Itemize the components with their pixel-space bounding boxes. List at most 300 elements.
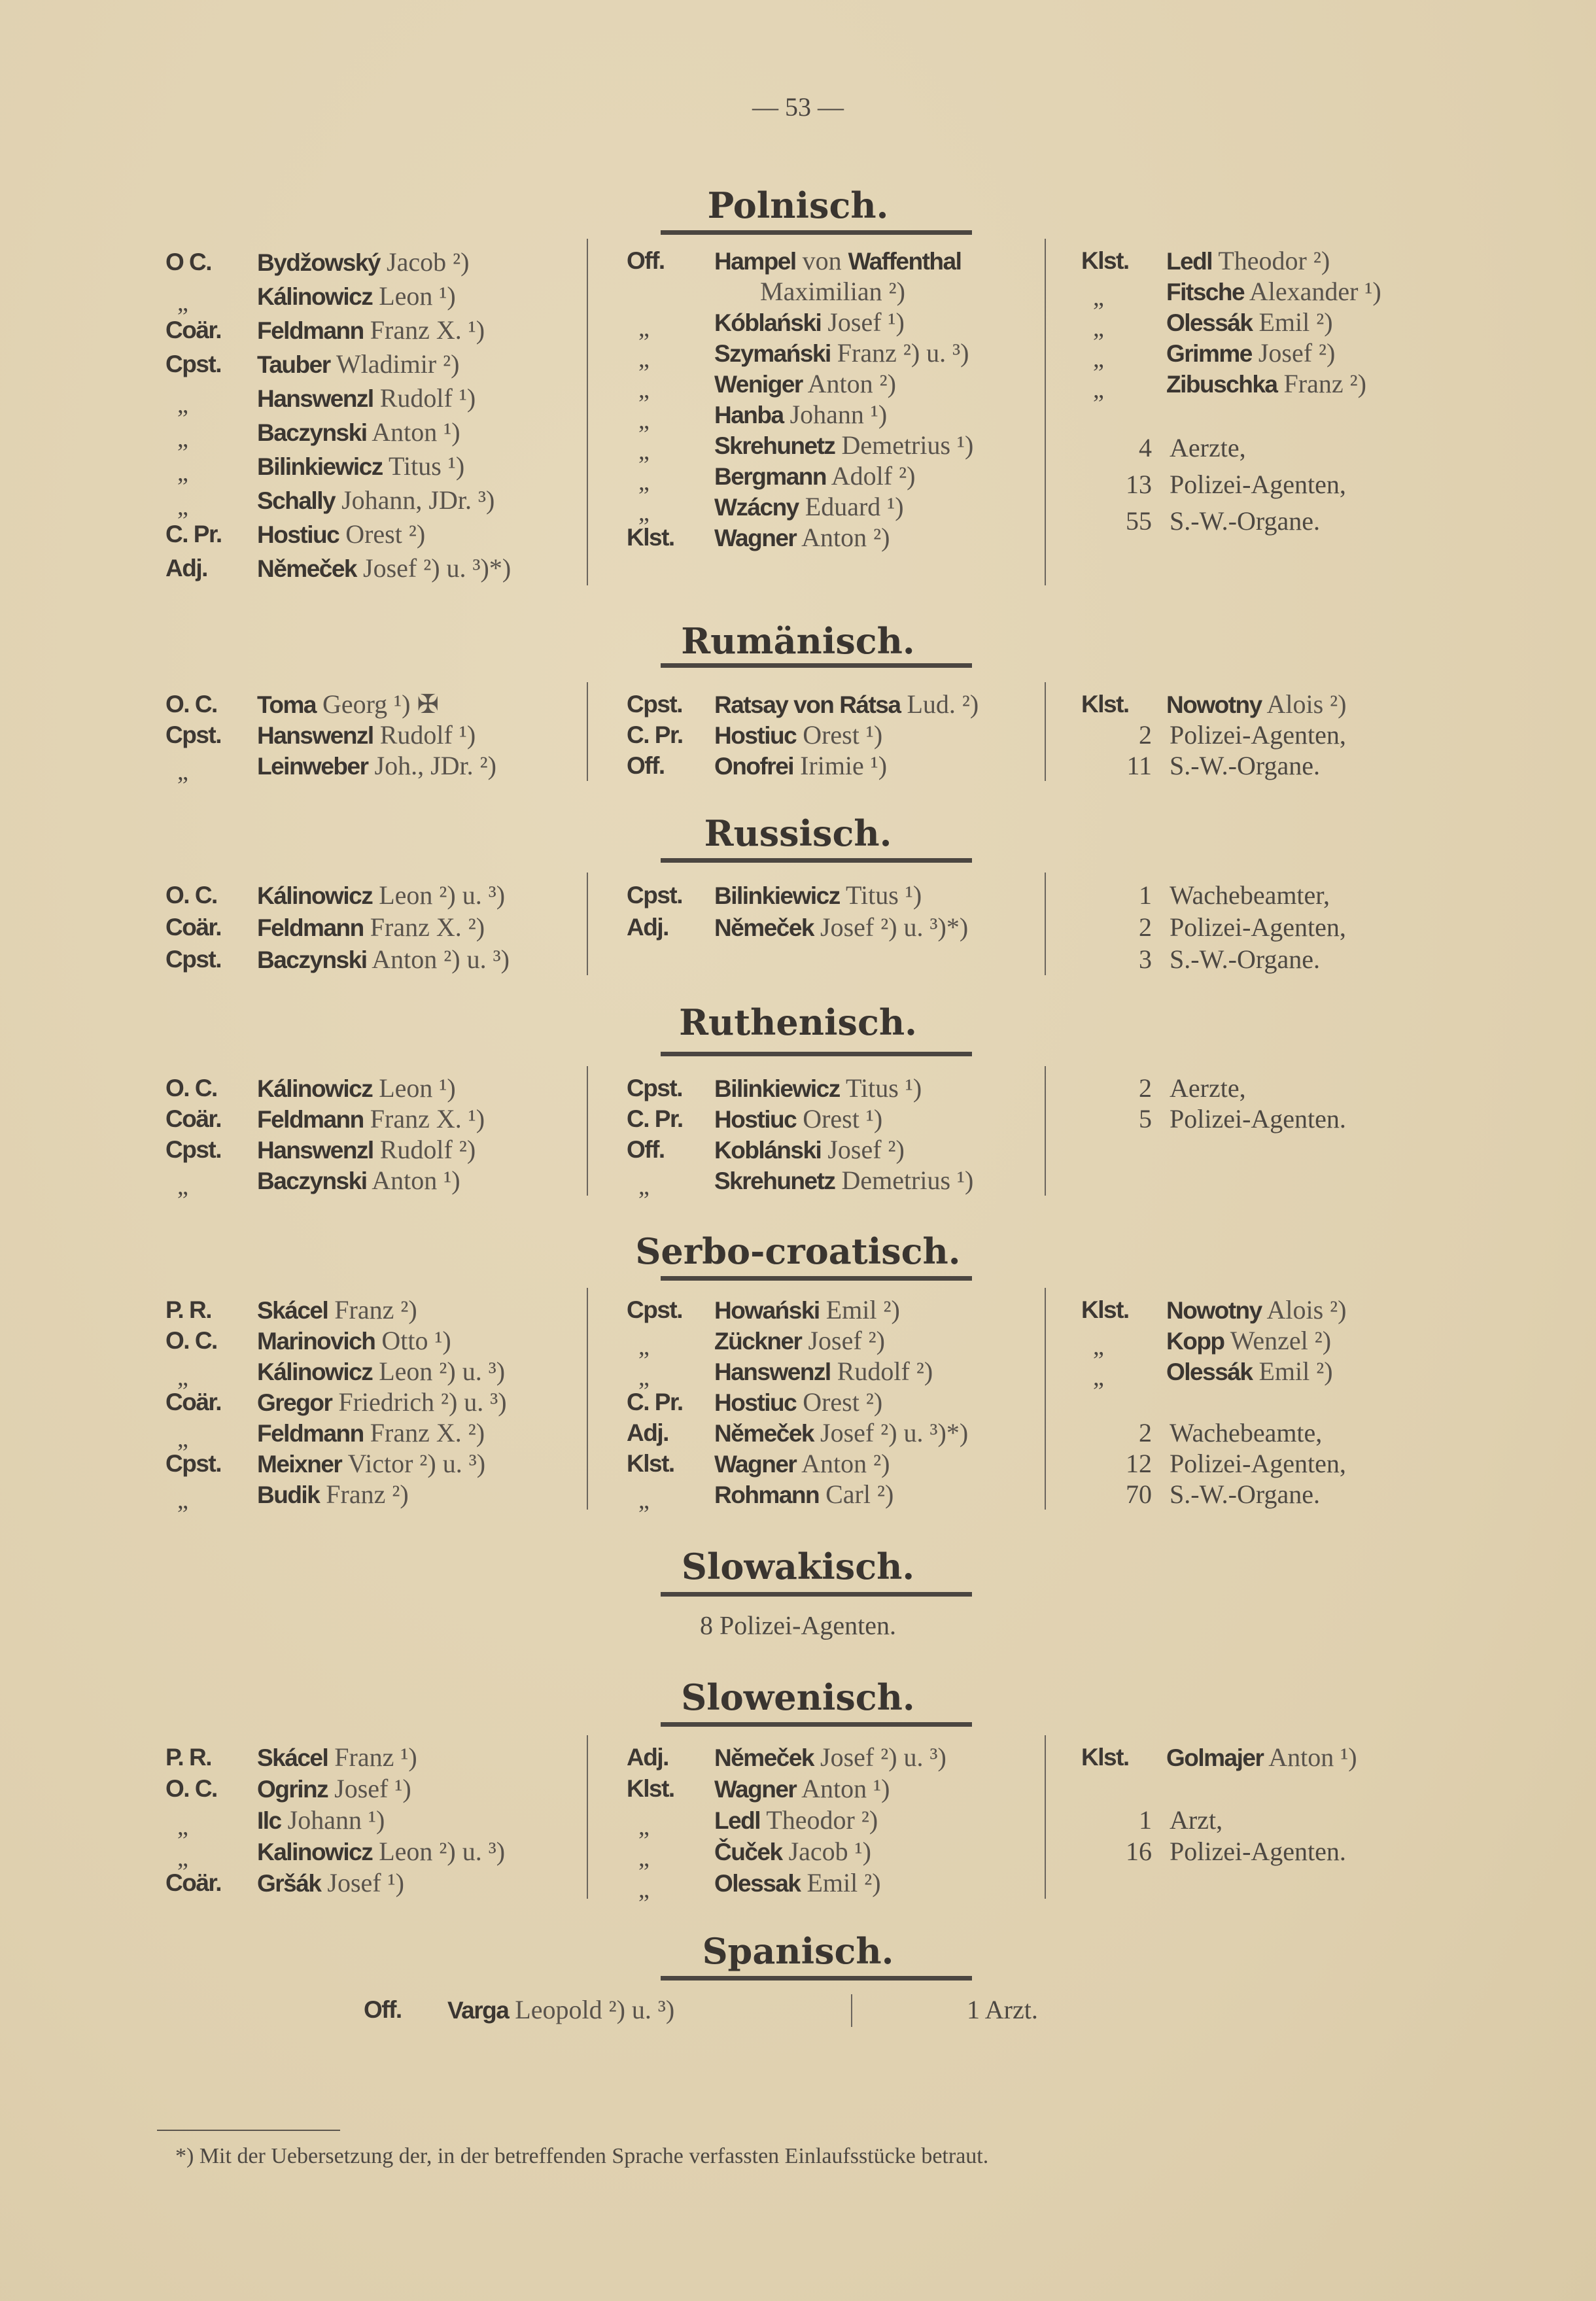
given-name: Emil ²)	[1252, 307, 1333, 337]
surname: Němeček	[714, 914, 814, 941]
section-heading: Rumänisch.	[681, 620, 915, 662]
rank-label: O. C.	[165, 1327, 217, 1354]
rank-label: Klst.	[1081, 247, 1129, 274]
ditto-mark: „	[177, 1844, 188, 1872]
surname: Budik	[257, 1481, 320, 1508]
ditto-mark: „	[638, 468, 650, 496]
surname: Leinweber	[257, 753, 368, 780]
ditto-mark: „	[638, 345, 650, 373]
given-name: Joh., JDr. ²)	[368, 751, 496, 780]
person-name	[714, 245, 961, 277]
person-name	[760, 276, 905, 307]
given-name: Emil ²)	[800, 1868, 881, 1897]
surname: Onofrei	[714, 753, 794, 780]
given-name: Franz X. ¹)	[363, 315, 485, 345]
given-name: Emil ²)	[1252, 1357, 1333, 1386]
rank-label: Klst.	[627, 1775, 674, 1802]
given-name: Wladimir ²)	[330, 349, 460, 379]
ditto-mark: „	[638, 1173, 650, 1200]
person-name	[714, 460, 915, 492]
rank-label: Adj.	[627, 1419, 668, 1446]
person-name	[714, 1479, 893, 1510]
surname: Baczynski	[257, 946, 367, 973]
count-label: Polizei-Agenten.	[1170, 1104, 1346, 1133]
surname: Gregor	[257, 1389, 332, 1416]
count-label: Wachebeamte,	[1170, 1418, 1323, 1447]
surname: Němeček	[257, 555, 357, 582]
given-name: Irimie ¹)	[793, 751, 888, 780]
rank-label: Off.	[627, 247, 665, 274]
surname: Hanswenzl	[257, 1137, 373, 1164]
given-name: Josef ²) u. ³)*)	[814, 1418, 969, 1447]
surname: Skácel	[257, 1744, 328, 1771]
surname: Weniger	[714, 371, 803, 398]
given-name: Emil ²)	[819, 1295, 900, 1324]
rank-label: O. C.	[165, 1775, 217, 1802]
given-name: Anton ¹)	[366, 417, 460, 447]
person-name	[714, 1417, 968, 1449]
given-name: Theodor ²)	[760, 1805, 878, 1835]
column-divider	[1045, 682, 1046, 781]
given-name: Demetrius ¹)	[835, 1166, 974, 1195]
surname: Wagner	[714, 1776, 797, 1803]
count-number: 2	[1139, 912, 1152, 942]
person-name	[714, 1134, 905, 1166]
surname: Ilc	[257, 1807, 281, 1834]
section-heading: Serbo-croatisch.	[635, 1230, 961, 1272]
person-name	[257, 245, 469, 280]
person-name	[714, 1103, 882, 1135]
surname: Meixner	[257, 1451, 342, 1478]
section-rule	[661, 858, 972, 863]
surname: Feldmann	[257, 914, 364, 941]
given-name: Titus ¹)	[839, 1073, 922, 1103]
person-name	[714, 337, 969, 369]
given-name: Rudolf ²)	[830, 1357, 933, 1386]
count-number: 1	[1139, 1805, 1152, 1835]
rank-label: O. C.	[165, 1075, 217, 1101]
section-rule	[661, 1276, 972, 1281]
ditto-mark: „	[177, 493, 188, 521]
person-name	[714, 491, 904, 523]
surname: Hanba	[714, 402, 784, 428]
person-name	[257, 449, 464, 484]
person-name	[714, 307, 905, 338]
footnote-rule	[157, 2130, 340, 2131]
given-name: Josef ¹)	[821, 307, 905, 337]
person-name	[714, 1387, 882, 1418]
given-name: Alois ²)	[1261, 1295, 1347, 1324]
given-name: Georg ¹) ✠	[315, 689, 440, 719]
count-number: 70	[1126, 1479, 1152, 1509]
person-name	[257, 517, 425, 552]
count-label: Arzt,	[1170, 1805, 1223, 1835]
surname: Olessák	[1166, 1358, 1253, 1385]
rank-label: Adj.	[165, 555, 207, 581]
ditto-mark: „	[177, 1173, 188, 1200]
given-name: Franz ²) u. ³)	[830, 338, 969, 368]
surname: Tauber	[257, 351, 330, 378]
count-label: S.-W.-Organe.	[1170, 506, 1320, 536]
ditto-mark: „	[177, 1364, 188, 1391]
ditto-mark: „	[1093, 284, 1104, 311]
given-name: Josef ¹)	[328, 1774, 411, 1803]
person-name	[257, 750, 496, 782]
column-divider	[1045, 873, 1046, 975]
page-number: — 53 —	[752, 92, 844, 122]
surname: Grimme	[1166, 340, 1252, 367]
ditto-mark: „	[177, 758, 188, 786]
count-text: 1 Arzt.	[967, 1995, 1038, 2024]
count-number: 2	[1139, 1073, 1152, 1103]
given-name: Orest ¹)	[796, 1104, 883, 1133]
given-name: Wenzel ²)	[1224, 1326, 1332, 1355]
ditto-mark: „	[1093, 1364, 1104, 1391]
given-name: Franz ²)	[328, 1295, 417, 1324]
column-divider	[1045, 1288, 1046, 1510]
person-name	[714, 1294, 900, 1326]
person-name	[257, 1356, 505, 1387]
person-name	[1166, 368, 1366, 400]
surname: Nowotny	[1166, 1297, 1262, 1324]
surname: Hostiuc	[714, 722, 797, 749]
surname: Němeček	[714, 1744, 814, 1771]
rank-label: Klst.	[627, 1450, 674, 1477]
given-name: Johann ¹)	[783, 400, 888, 429]
given-name: Lud. ²)	[900, 689, 979, 719]
surname: Feldmann	[257, 317, 364, 344]
surname: Olessák	[1166, 309, 1253, 336]
surname: Čuček	[714, 1839, 782, 1865]
given-name: Anton ²) u. ³)	[366, 944, 510, 974]
person-name	[714, 911, 968, 944]
rank-label: Coär.	[165, 1389, 222, 1415]
given-name: Friedrich ²) u. ³)	[332, 1387, 507, 1417]
ditto-mark: „	[638, 438, 650, 465]
count-number: 4	[1139, 433, 1152, 462]
count-number: 1	[1139, 880, 1152, 910]
count-label: Polizei-Agenten.	[1170, 1837, 1346, 1866]
given-name: Josef ²) u. ³)*)	[356, 553, 512, 583]
surname: Varga	[447, 1997, 509, 2024]
section-rule	[661, 1722, 972, 1727]
given-name: Anton ²)	[796, 523, 890, 552]
person-name	[714, 399, 887, 430]
given-name: Maximilian ²)	[760, 277, 905, 306]
count-number: 12	[1126, 1449, 1152, 1478]
person-name	[714, 719, 882, 751]
count-number: 55	[1126, 506, 1152, 536]
person-name	[257, 1417, 485, 1449]
given-name: Orest ²)	[339, 519, 426, 549]
person-name	[1166, 245, 1330, 277]
given-name: Rudolf ¹)	[373, 383, 476, 413]
rank-label: Cpst.	[165, 721, 221, 748]
surname: Kálinowicz	[257, 283, 373, 310]
rank-label: O C.	[165, 249, 212, 275]
surname: Waffenthal	[848, 248, 962, 275]
column-divider	[587, 1288, 588, 1510]
rank-label: Off.	[364, 1996, 402, 2023]
rank-label: Klst.	[1081, 691, 1129, 718]
person-name	[257, 689, 439, 720]
ditto-mark: „	[1093, 315, 1104, 342]
count-number: 2	[1139, 720, 1152, 750]
surname: Wzácny	[714, 494, 799, 521]
rank-label: Cpst.	[627, 1296, 682, 1323]
column-divider	[587, 873, 588, 975]
surname: Gršák	[257, 1870, 321, 1897]
count-label: Polizei-Agenten,	[1170, 720, 1346, 750]
given-name: Eduard ¹)	[798, 492, 904, 521]
person-name	[257, 279, 456, 314]
rank-label: C. Pr.	[627, 1389, 683, 1415]
given-name: Franz ²)	[319, 1479, 409, 1509]
surname: Bergmann	[714, 463, 826, 490]
surname: Skácel	[257, 1297, 328, 1324]
given-name: Leon ²) u. ³)	[372, 1357, 506, 1386]
person-name	[714, 522, 890, 553]
column-divider	[1045, 239, 1046, 585]
count-label: Aerzte,	[1170, 433, 1246, 462]
given-name: Franz ²)	[1277, 369, 1366, 398]
surname: Koblánski	[714, 1137, 822, 1164]
person-name	[257, 1479, 409, 1510]
surname: Zückner	[714, 1328, 802, 1355]
surname: Hanswenzl	[714, 1358, 831, 1385]
given-name: Alexander ¹)	[1244, 277, 1381, 306]
section-rule	[661, 1592, 972, 1597]
surname: Kálinowicz	[257, 882, 373, 909]
given-name: Adolf ²)	[825, 461, 916, 491]
column-divider	[587, 682, 588, 781]
rank-label: Klst.	[1081, 1744, 1129, 1771]
surname: Bilinkiewicz	[257, 453, 383, 480]
given-name: Leon ²) u. ³)	[372, 1837, 506, 1866]
person-name	[257, 943, 510, 976]
given-name: Josef ²) u. ³)*)	[814, 912, 969, 942]
surname: Feldmann	[257, 1420, 364, 1447]
surname: Kalinowicz	[257, 1839, 373, 1865]
rank-label: O. C.	[165, 882, 217, 908]
surname: Ledl	[714, 1807, 761, 1834]
ditto-mark: „	[177, 289, 188, 317]
person-name	[257, 415, 460, 450]
section-rule	[661, 230, 972, 235]
surname: Golmajer	[1166, 1744, 1264, 1771]
column-divider	[851, 1994, 852, 2027]
rank-label: C. Pr.	[165, 521, 222, 547]
given-name: Rudolf ¹)	[373, 720, 476, 750]
given-name: Leon ¹)	[372, 1073, 456, 1103]
person-name	[257, 1867, 404, 1899]
ditto-mark: „	[638, 1844, 650, 1872]
ditto-mark: „	[1093, 1333, 1104, 1360]
person-name	[257, 1073, 456, 1104]
person-name	[257, 1773, 411, 1805]
ditto-mark: „	[177, 1425, 188, 1453]
footnote: *) Mit der Uebersetzung der, in der betreffenden Sprache verfassten Einlaufsstücke betraut.	[175, 2144, 989, 2168]
given-name: Josef ²)	[821, 1135, 905, 1164]
section-heading: Slowakisch.	[681, 1546, 915, 1587]
given-name: Franz X. ²)	[363, 912, 485, 942]
person-name	[257, 1805, 385, 1837]
ditto-mark: „	[177, 1487, 188, 1514]
rank-label: Cpst.	[165, 351, 221, 377]
rank-label: C. Pr.	[627, 721, 683, 748]
count-label: S.-W.-Organe.	[1170, 1479, 1320, 1509]
surname: Baczynski	[257, 1168, 367, 1194]
surname: Olessak	[714, 1870, 801, 1897]
ditto-mark: „	[638, 1487, 650, 1514]
surname: Kálinowicz	[257, 1075, 373, 1102]
count-label: Wachebeamter,	[1170, 880, 1330, 910]
given-name: Anton ²)	[796, 1449, 890, 1478]
ditto-mark: „	[638, 407, 650, 434]
surname: Toma	[257, 691, 316, 718]
given-name: Demetrius ¹)	[835, 430, 974, 460]
given-name: Josef ²)	[801, 1326, 885, 1355]
surname: Ratsay von Rátsa	[714, 691, 901, 718]
surname: Schally	[257, 487, 336, 514]
person-name	[257, 551, 511, 586]
surname: Hostiuc	[714, 1389, 797, 1416]
column-divider	[1045, 1066, 1046, 1196]
surname: Szymański	[714, 340, 831, 367]
given-name: von	[795, 246, 848, 275]
surname: Hampel	[714, 248, 796, 275]
section-rule	[661, 663, 972, 668]
given-name: Johann ¹)	[281, 1805, 385, 1835]
rank-label: Adj.	[627, 914, 668, 941]
count-label: Aerzte,	[1170, 1073, 1246, 1103]
person-name	[1166, 1742, 1357, 1774]
surname: Hanswenzl	[257, 722, 373, 749]
given-name: Titus ¹)	[382, 451, 465, 481]
rank-label: Coär.	[165, 1869, 222, 1896]
person-name	[714, 1356, 933, 1387]
surname: Ledl	[1166, 248, 1213, 275]
person-name	[714, 1867, 881, 1899]
person-name	[257, 879, 505, 912]
person-name	[714, 1165, 973, 1196]
surname: Baczynski	[257, 419, 367, 446]
surname: Wagner	[714, 525, 797, 551]
rank-label: Cpst.	[627, 1075, 682, 1101]
count-number: 13	[1126, 470, 1152, 499]
surname: Kóblański	[714, 309, 822, 336]
count-label: S.-W.-Organe.	[1170, 751, 1320, 780]
surname: Hanswenzl	[257, 385, 373, 412]
given-name: Franz X. ²)	[363, 1418, 485, 1447]
person-name	[257, 719, 476, 751]
given-name: Franz ¹)	[328, 1742, 417, 1772]
ditto-mark: „	[177, 1813, 188, 1841]
ditto-mark: „	[638, 1333, 650, 1360]
given-name: Anton ¹)	[366, 1166, 460, 1195]
person-name	[714, 689, 979, 720]
surname: Kálinowicz	[257, 1358, 373, 1385]
person-name	[257, 1387, 507, 1418]
count-number: 2	[1139, 1418, 1152, 1447]
rank-label: Klst.	[1081, 1296, 1129, 1323]
column-divider	[587, 1066, 588, 1196]
surname: Howański	[714, 1297, 820, 1324]
rank-label: Off.	[627, 752, 665, 779]
person-name	[1166, 307, 1333, 338]
surname: Nowotny	[1166, 691, 1262, 718]
surname: Wagner	[714, 1451, 797, 1478]
given-name: Anton ¹)	[796, 1774, 890, 1803]
count-number: 11	[1126, 751, 1152, 780]
person-name	[714, 1325, 885, 1357]
person-name	[257, 1325, 451, 1357]
given-name: Theodor ²)	[1212, 246, 1330, 275]
count-label: Polizei-Agenten,	[1170, 1449, 1346, 1478]
person-name	[257, 1742, 417, 1774]
section-rule	[661, 1976, 972, 1981]
given-name: Leon ²) u. ³)	[372, 880, 506, 910]
column-divider	[1045, 1735, 1046, 1899]
ditto-mark: „	[1093, 345, 1104, 373]
ditto-mark: „	[638, 499, 650, 527]
person-name	[257, 1134, 476, 1166]
person-name	[714, 879, 922, 912]
rank-label: Coär.	[165, 914, 222, 941]
count-label: Polizei-Agenten,	[1170, 912, 1346, 942]
person-name	[714, 1836, 871, 1868]
person-name	[1166, 1325, 1331, 1357]
surname: Bilinkiewicz	[714, 882, 840, 909]
surname: Feldmann	[257, 1106, 364, 1133]
given-name: Victor ²) u. ³)	[341, 1449, 486, 1478]
ditto-mark: „	[638, 315, 650, 342]
surname: Fitsche	[1166, 279, 1245, 305]
person-name	[257, 911, 485, 944]
surname: Kopp	[1166, 1328, 1224, 1355]
given-name: Johann, JDr. ³)	[335, 485, 495, 515]
count-label: S.-W.-Organe.	[1170, 944, 1320, 974]
person-name	[714, 1073, 922, 1104]
given-name: Jacob ²)	[380, 247, 470, 277]
given-name: Jacob ¹)	[782, 1837, 871, 1866]
person-name	[257, 1448, 485, 1479]
ditto-mark: „	[638, 1364, 650, 1391]
section-heading: Polnisch.	[707, 184, 889, 226]
given-name: Josef ²) u. ³)	[814, 1742, 946, 1772]
person-name	[257, 1103, 485, 1135]
rank-label: C. Pr.	[627, 1105, 683, 1132]
ditto-mark: „	[638, 1813, 650, 1841]
section-heading: Spanisch.	[702, 1930, 894, 1972]
person-name	[1166, 337, 1335, 369]
surname: Bydžowský	[257, 249, 381, 276]
ditto-mark: „	[177, 425, 188, 453]
surname: Rohmann	[714, 1481, 820, 1508]
person-name	[714, 1805, 878, 1837]
person-name	[257, 1294, 417, 1326]
person-name	[714, 1742, 946, 1774]
ditto-mark: „	[638, 376, 650, 404]
rank-label: Cpst.	[165, 1136, 221, 1163]
count-number: 3	[1139, 944, 1152, 974]
count-number: 16	[1126, 1837, 1152, 1866]
surname: Bilinkiewicz	[714, 1075, 840, 1102]
given-name: Rudolf ²)	[373, 1135, 476, 1164]
rank-label: Cpst.	[627, 691, 682, 718]
surname: Zibuschka	[1166, 371, 1277, 398]
person-name	[1166, 276, 1381, 307]
